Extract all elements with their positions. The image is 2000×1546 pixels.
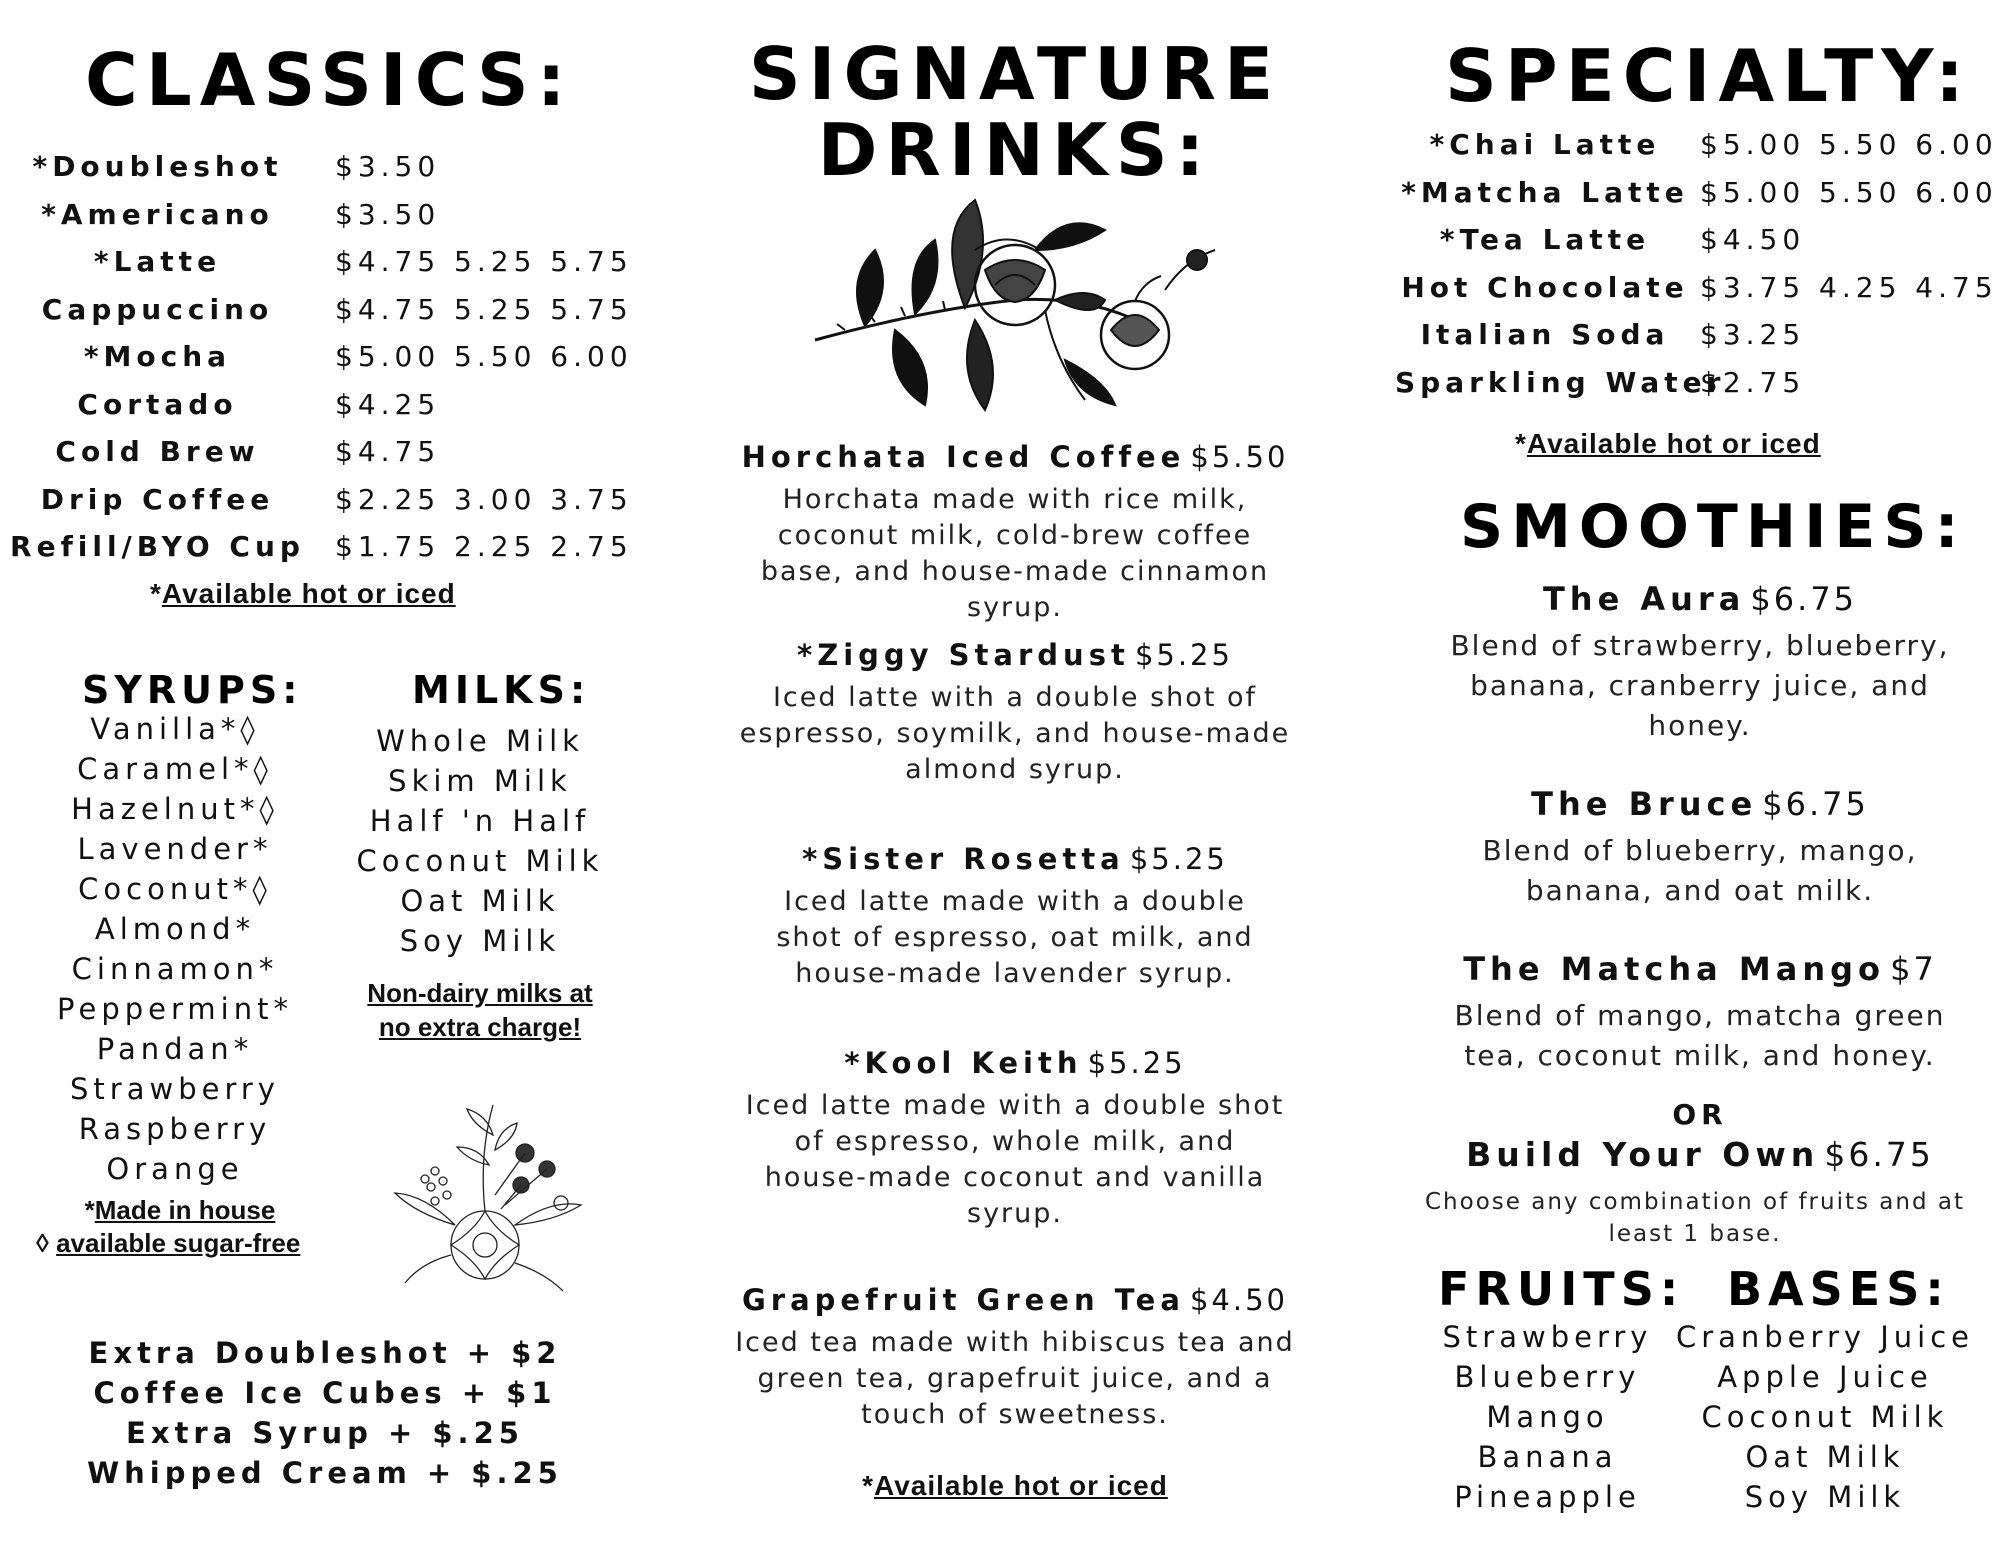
signature-drink-price: $5.25 [1129, 842, 1228, 876]
milk-item: Skim Milk [388, 764, 572, 798]
fruit-item: Banana [1477, 1440, 1618, 1474]
smoothie-price: $7 [1890, 950, 1937, 988]
classics-item-price: $3.50 [335, 150, 441, 183]
signature-drink-price: $5.25 [1134, 638, 1233, 672]
fruit-item: Blueberry [1454, 1360, 1641, 1394]
syrup-item: Coconut*◊ [78, 872, 272, 906]
signature-drink-heading [700, 842, 1330, 876]
syrups-title: SYRUPS: [82, 668, 303, 712]
smoothie-name: The Bruce [1531, 785, 1758, 823]
syrup-item: Strawberry [70, 1072, 280, 1106]
classics-item-price: $4.75 5.25 5.75 [335, 292, 633, 326]
classics-item-price: $4.75 [335, 435, 441, 468]
smoothie-desc: Blend of blueberry, mango, banana, and oat milk. [1482, 834, 1918, 907]
syrup-item: Pandan* [96, 1032, 254, 1066]
build-your-own-name: Build Your Own [1466, 1135, 1820, 1174]
syrup-item: Peppermint* [57, 992, 293, 1026]
smoothie-price: $6.75 [1750, 580, 1858, 618]
signature-drink-heading [700, 1046, 1330, 1080]
syrup-item: Cinnamon* [71, 952, 279, 986]
bouquet-illustration [375, 1095, 605, 1295]
milks-note-line1: Non-dairy milks at [367, 978, 593, 1008]
specialty-item-price: $3.25 [1700, 318, 1806, 351]
specialty-note-prefix: * [1515, 428, 1527, 459]
build-your-own-heading [1400, 1135, 2000, 1174]
signature-title-line2: DRINKS: [817, 108, 1213, 192]
smoothie-heading [1400, 785, 2000, 823]
milk-item: Whole Milk [376, 724, 584, 758]
classics-item-name: Drip Coffee [40, 482, 275, 516]
specialty-item-name: Hot Chocolate [1401, 270, 1689, 304]
signature-drink-name: Horchata Iced Coffee [741, 440, 1186, 474]
syrups-note1-prefix: * [84, 1195, 95, 1225]
build-your-own-desc: Choose any combination of fruits and at least 1 base. [1425, 1189, 1965, 1247]
signature-drink-price: $5.25 [1087, 1046, 1186, 1080]
specialty-item-name: *Matcha Latte [1401, 175, 1689, 209]
signature-drink-name: Grapefruit Green Tea [741, 1283, 1185, 1317]
smoothie-heading [1400, 950, 2000, 988]
syrup-item: Hazelnut*◊ [71, 792, 279, 826]
extra-item: Extra Syrup + $.25 [126, 1416, 524, 1450]
syrups-note2-text: available sugar-free [56, 1228, 301, 1258]
specialty-item-price: $3.75 4.25 4.75 [1700, 270, 1998, 304]
classics-item-name: *Mocha [83, 340, 232, 373]
signature-drink-desc: Horchata made with rice milk, coconut milk, cold-brew coffee base, and house-made cinnamon syrup. [760, 484, 1270, 623]
extra-item: Extra Doubleshot + $2 [88, 1336, 562, 1370]
specialty-title: SPECIALTY: [1445, 34, 1972, 118]
smoothies-or: OR [1672, 1098, 1728, 1131]
signature-drink-desc: Iced tea made with hibiscus tea and green tea, grapefruit juice, and a touch of sweetness. [735, 1327, 1295, 1430]
smoothie-heading [1400, 580, 2000, 618]
classics-title: CLASSICS: [85, 38, 574, 122]
smoothies-title: SMOOTHIES: [1460, 492, 1967, 562]
signature-drink-price: $4.50 [1189, 1283, 1289, 1317]
classics-item-price: $1.75 2.25 2.75 [335, 530, 633, 563]
signature-drink-name: *Kool Keith [844, 1046, 1083, 1080]
milks-note-line2: no extra charge! [378, 1012, 582, 1042]
signature-title-line1: SIGNATURE [748, 32, 1282, 116]
signature-drink-name: *Ziggy Stardust [797, 638, 1130, 672]
specialty-item-price: $5.00 5.50 6.00 [1700, 128, 1998, 161]
syrup-item: Lavender* [77, 832, 273, 866]
fruit-item: Mango [1486, 1400, 1609, 1434]
signature-drink-price: $5.50 [1190, 440, 1289, 474]
signature-drink-desc: Iced latte with a double shot of espresso, soymilk, and house-made almond syrup. [739, 682, 1291, 785]
specialty-item-name: Italian Soda [1420, 318, 1670, 351]
build-your-own-price: $6.75 [1824, 1135, 1934, 1174]
classics-item-name: *Latte [93, 245, 222, 278]
syrup-item: Orange [106, 1152, 244, 1186]
smoothie-name: The Matcha Mango [1463, 950, 1885, 988]
extra-item: Coffee Ice Cubes + $1 [93, 1376, 557, 1410]
fruit-item: Strawberry [1442, 1320, 1653, 1354]
classics-item-price: $3.50 [335, 197, 441, 231]
smoothie-price: $6.75 [1762, 785, 1869, 823]
milk-item: Half 'n Half [369, 804, 591, 838]
base-item: Coconut Milk [1701, 1400, 1949, 1434]
signature-note-text: Available hot or iced [874, 1470, 1168, 1501]
classics-note [150, 578, 456, 610]
extra-item: Whipped Cream + $.25 [87, 1456, 563, 1490]
classics-item-price: $2.25 3.00 3.75 [335, 482, 633, 516]
fruits-title: FRUITS: [1438, 1262, 1685, 1316]
rose-illustration [805, 190, 1225, 415]
syrup-item: Vanilla*◊ [90, 712, 260, 746]
classics-note-prefix: * [150, 578, 162, 609]
classics-item-name: Cold Brew [55, 435, 260, 468]
signature-drink-name: *Sister Rosetta [802, 842, 1125, 876]
classics-item-price: $5.00 5.50 6.00 [335, 340, 633, 373]
milk-item: Oat Milk [400, 884, 560, 918]
signature-drink-heading [700, 440, 1330, 474]
milk-item: Soy Milk [399, 924, 561, 958]
classics-note-text: Available hot or iced [161, 578, 456, 609]
signature-drink-desc: Iced latte made with a double shot of espresso, oat milk, and house-made lavender syrup. [776, 886, 1254, 989]
syrup-item: Raspberry [78, 1112, 272, 1146]
classics-item-price: $4.25 [335, 387, 441, 421]
base-item: Cranberry Juice [1675, 1320, 1975, 1354]
classics-item-name: *Doubleshot [32, 150, 283, 183]
specialty-item-price: $4.50 [1700, 223, 1806, 256]
milks-title: MILKS: [412, 668, 591, 712]
classics-item-name: *Americano [41, 197, 274, 231]
syrup-item: Almond* [94, 912, 256, 946]
syrups-note-sugar-free [36, 1228, 300, 1259]
specialty-item-name: *Chai Latte [1429, 128, 1661, 161]
specialty-note [1515, 428, 1821, 460]
specialty-item-price: $2.75 [1700, 365, 1806, 399]
classics-item-price: $4.75 5.25 5.75 [335, 245, 633, 278]
base-item: Soy Milk [1744, 1480, 1906, 1514]
milk-item: Coconut Milk [356, 844, 604, 878]
signature-note [700, 1470, 1330, 1502]
specialty-item-name: Sparkling Water [1395, 365, 1726, 399]
smoothie-desc: Blend of strawberry, blueberry, banana, cranberry juice, and honey. [1450, 629, 1950, 742]
syrup-item: Caramel*◊ [77, 752, 273, 786]
classics-item-name: Refill/BYO Cup [10, 530, 305, 563]
syrups-note2-prefix: ◊ [36, 1228, 57, 1258]
syrups-note-made-in-house [60, 1195, 300, 1226]
classics-item-name: Cappuccino [41, 292, 274, 326]
smoothie-name: The Aura [1542, 580, 1746, 618]
syrups-note1-text: Made in house [94, 1195, 276, 1225]
specialty-item-price: $5.00 5.50 6.00 [1700, 175, 1998, 209]
base-item: Apple Juice [1717, 1360, 1933, 1394]
fruit-item: Pineapple [1454, 1480, 1641, 1514]
signature-title [700, 32, 1330, 192]
signature-note-prefix: * [862, 1470, 875, 1501]
classics-item-name: Cortado [77, 387, 238, 421]
signature-drink-desc: Iced latte made with a double shot of espresso, whole milk, and house-made coconut and vanilla syrup. [745, 1090, 1285, 1229]
signature-drink-heading [700, 638, 1330, 672]
specialty-note-text: Available hot or iced [1526, 428, 1821, 459]
bases-title: BASES: [1727, 1262, 1950, 1316]
specialty-item-name: *Tea Latte [1439, 223, 1651, 256]
base-item: Oat Milk [1745, 1440, 1905, 1474]
signature-drink-heading [700, 1283, 1330, 1317]
smoothie-desc: Blend of mango, matcha green tea, coconut milk, and honey. [1454, 999, 1946, 1072]
